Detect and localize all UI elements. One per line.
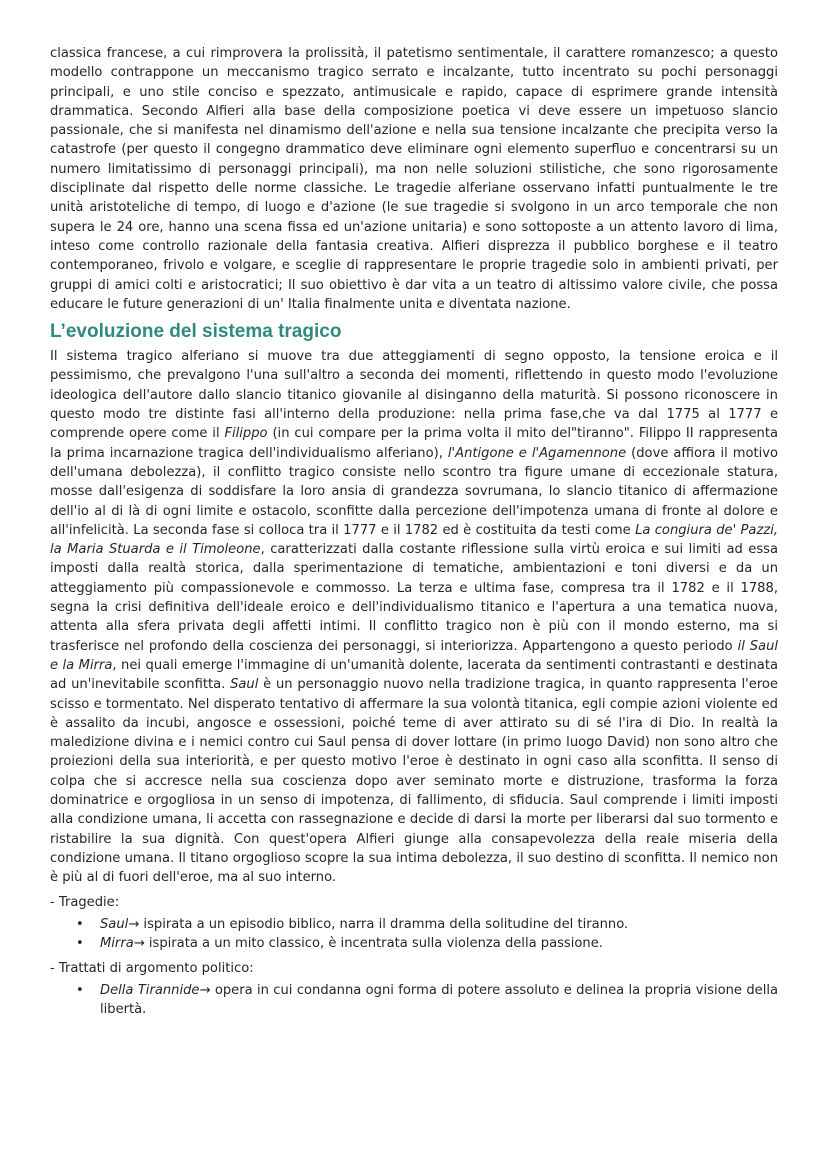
item-text: opera in cui condanna ogni forma di potere assoluto e delinea la propria visione della libertà. (100, 982, 778, 1017)
arrow-icon: → (199, 982, 211, 998)
item-text: ispirata a un mito classico, è incentrata sulla violenza della passione. (144, 936, 603, 952)
body-text: è un personaggio nuovo nella tradizione tragica, in quanto rappresenta l'eroe scisso e tormentato. Nel disperato tentativo di affermare la sua volontà titanica, egli compie azioni violente ed è assalito da incubi, angosce e ossessioni, poiché teme di aver attirato su di sé l'ira di Dio. In realtà la maledizione divina e i nemici contro cui Saul pensa di dover lottare (in primo luogo David) non sono altro che proiezioni della sua interiorità, e per questo motivo l'eroe è destinato in ogni caso alla sconfitta. Il senso di colpa che si accresce nella sua coscienza dopo aver seminato morte e distruzione, trasforma la forza dominatrice e orgogliosa in un senso di impotenza, di fallimento, di sfiducia. Saul comprende i limiti imposti alla condizione umana, li accetta con rassegnazione e decide di darsi la morte per liberarsi dal suo tormento e ristabilire la sua dignità. Con quest'opera Alfieri giunge alla consapevolezza della reale miseria della condizione umana. Il titano orgoglioso scopre la sua intima debolezza, il suo destino di sconfitta. Il nemico non è più al di fuori dell'eroe, ma al suo interno. (50, 677, 778, 886)
work-title: Saul (100, 916, 129, 932)
item-text: ispirata a un episodio biblico, narra il dramma della solitudine del tiranno. (139, 916, 629, 932)
intro-text: classica francese, a cui rimprovera la prolissità, il patetismo sentimentale, il carattere romanzesco; a questo modello contrappone un meccanismo tragico serrato e incalzante, tutto incentrato su pochi personaggi principali, e uno stile conciso e spezzato, antimusicale e rapido, capace di esprimere grande intensità drammatica. Secondo Alfieri alla base della composizione poetica vi deve essere un impetuoso slancio passionale, che si manifesta nel dinamismo dell'azione e nella sua tensione incalzante che precipita verso la catastrofe (per questo il congegno drammatico deve eliminare ogni elemento superfluo e concentrarsi su un numero limitatissimo di personaggi principali), ma non nelle soluzioni stilistiche, che sono rigorosamente disciplinate dal rispetto delle norme classiche. Le tragedie alferiane osservano infatti puntualmente le tre unità aristoteliche di tempo, di luogo e d'azione (le sue tragedie si svolgono in un arco temporale che non supera le 24 ore, hanno una scena fissa ed un'azione unitaria) e sono sottoposte a un attento lavoro di lima, inteso come controllo razionale della fantasia creativa. Alfieri disprezza il pubblico borghese e il teatro contemporaneo, frivolo e volgare, e sceglie di rappresentare le proprie tragedie solo in ambienti privati, per gruppi di amici colti e aristocratici; Il suo obiettivo è dar vita a un teatro di altissimo valore civile, che possa educare le future generazioni di un' Italia finalmente unita e diventata nazione. (50, 46, 778, 312)
bullet-icon: • (76, 982, 84, 998)
body-text: (dove affiora il motivo dell'umana debolezza), il conflitto tragico consiste nello scontro tra figure umane di eccezionale statura, mosse dall'esigenza di soddisfare la loro ansia di grandezza sovrumana, lo slancio titanico di affermazione dell'io al di là di ogni limite e ostacolo, sconfitte dalla percezione dell'impotenza umana di fronte al dolore e all'infelicità. La seconda fase si colloca tra il 1777 e il 1782 ed è costituita da testi come (50, 445, 779, 538)
bullet-icon: • (76, 916, 84, 932)
list-item (76, 934, 778, 953)
bullet-icon: • (76, 936, 84, 952)
work-title: Della Tirannide (100, 982, 200, 998)
tragedie-list (50, 915, 778, 954)
body-text: , caratterizzati dalla costante riflessione sulla virtù eroica e sui limiti ad essa imposti dalla realtà storica, dalla sperimentazione di tematiche, ambientazioni e toni diversi e da un atteggiamento più compassionevole e commosso. La terza e ultima fase, compresa tra il 1782 e il 1788, segna la crisi definitiva dell'ideale eroico e dell'individualismo titanico e l'apertura a una tematica nuova, attenta alla sfera privata degli affetti intimi. Il conflitto tragico non è più con il mondo esterno, ma si trasferisce nel profondo della coscienza dei personaggi, si interiorizza. Appartengono a questo periodo (50, 542, 778, 654)
body-text: Il sistema tragico alferiano si muove tra due atteggiamenti di segno opposto, la tensione eroica e il pessimismo, che prevalgono l'una sull'altro a seconda dei momenti, riflettendo in questo modo l'evoluzione ideologica dell'autore dallo slancio titanico giovanile al disinganno della maturità. Si possono riconoscere in questo modo tre distinte fasi all'interno della produzione: nella prima fase,che va dal 1775 al 1777 e comprende opere come il (50, 349, 778, 442)
work-title: La congiura de' Pazzi, la Maria Stuarda e il Timoleone (50, 522, 778, 558)
arrow-icon: → (128, 916, 140, 932)
trattati-list (50, 981, 778, 1020)
tragedie-label: - Tragedie: (50, 895, 120, 911)
section-heading: L’evoluzione del sistema tragico (50, 321, 342, 343)
intro-paragraph (50, 44, 778, 314)
work-title: Mirra (100, 936, 134, 952)
list-item (76, 915, 778, 934)
work-title: Filippo (224, 426, 268, 442)
arrow-icon: → (133, 936, 145, 952)
trattati-label: - Trattati di argomento politico: (50, 961, 254, 977)
list-item (76, 981, 778, 1020)
work-title: l'Antigone e l'Agamennone (447, 445, 627, 461)
body-paragraph (50, 347, 778, 887)
body-text: (in cui compare per la prima volta il mito del"tiranno". Filippo II rappresenta la prima incarnazione tragica dell'individualismo alferiano), (50, 426, 778, 461)
body-text: , nei quali emerge l'immagine di un'umanità dolente, lacerata da sentimenti contrastanti e destinata ad un'inevitabile sconfitta. (50, 657, 778, 693)
work-title: Saul (230, 677, 259, 693)
work-title: il Saul e la Mirra (50, 638, 779, 673)
